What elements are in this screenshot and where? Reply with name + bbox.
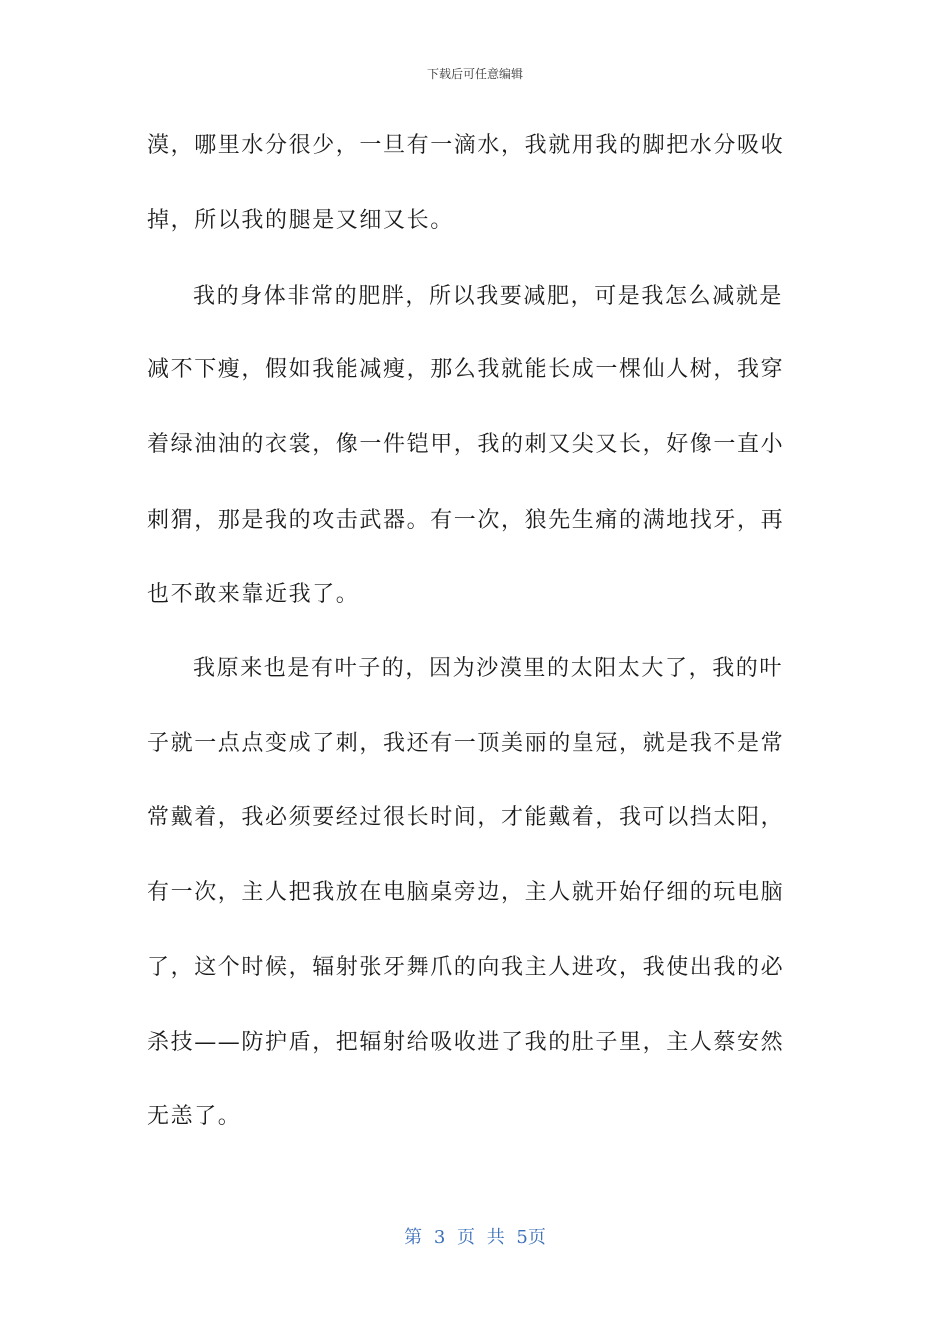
text-line: 漠，哪里水分很少，一旦有一滴水，我就用我的脚把水分吸收 bbox=[147, 133, 785, 158]
text-line: 减不下瘦，假如我能减瘦，那么我就能长成一棵仙人树，我穿 bbox=[147, 357, 785, 382]
text-line: 子就一点点变成了刺，我还有一顶美丽的皇冠，就是我不是常 bbox=[147, 731, 785, 756]
text-line: 着绿油油的衣裳，像一件铠甲，我的刺又尖又长，好像一直小 bbox=[147, 432, 785, 457]
text-line: 无恙了。 bbox=[147, 1104, 242, 1129]
text-line: 刺猬，那是我的攻击武器。有一次，狼先生痛的满地找牙，再 bbox=[147, 508, 785, 533]
text-line: 也不敢来靠近我了。 bbox=[147, 582, 360, 607]
text-line: 我原来也是有叶子的，因为沙漠里的太阳太大了，我的叶 bbox=[193, 656, 784, 681]
text-line: 我的身体非常的肥胖，所以我要减肥，可是我怎么减就是 bbox=[193, 284, 784, 309]
page-header: 下载后可任意编辑 bbox=[426, 67, 523, 81]
text-line: 掉，所以我的腿是又细又长。 bbox=[147, 208, 454, 233]
text-line: 有一次，主人把我放在电脑桌旁边，主人就开始仔细的玩电脑 bbox=[147, 880, 785, 905]
text-line: 常戴着，我必须要经过很长时间，才能戴着，我可以挡太阳， bbox=[147, 805, 785, 830]
text-line: 了，这个时候，辐射张牙舞爪的向我主人进攻，我使出我的必 bbox=[147, 955, 785, 980]
text-line: 杀技——防护盾，把辐射给吸收进了我的肚子里，主人蔡安然 bbox=[147, 1030, 785, 1055]
page-number-footer: 第 3 页 共 5页 bbox=[404, 1227, 546, 1248]
